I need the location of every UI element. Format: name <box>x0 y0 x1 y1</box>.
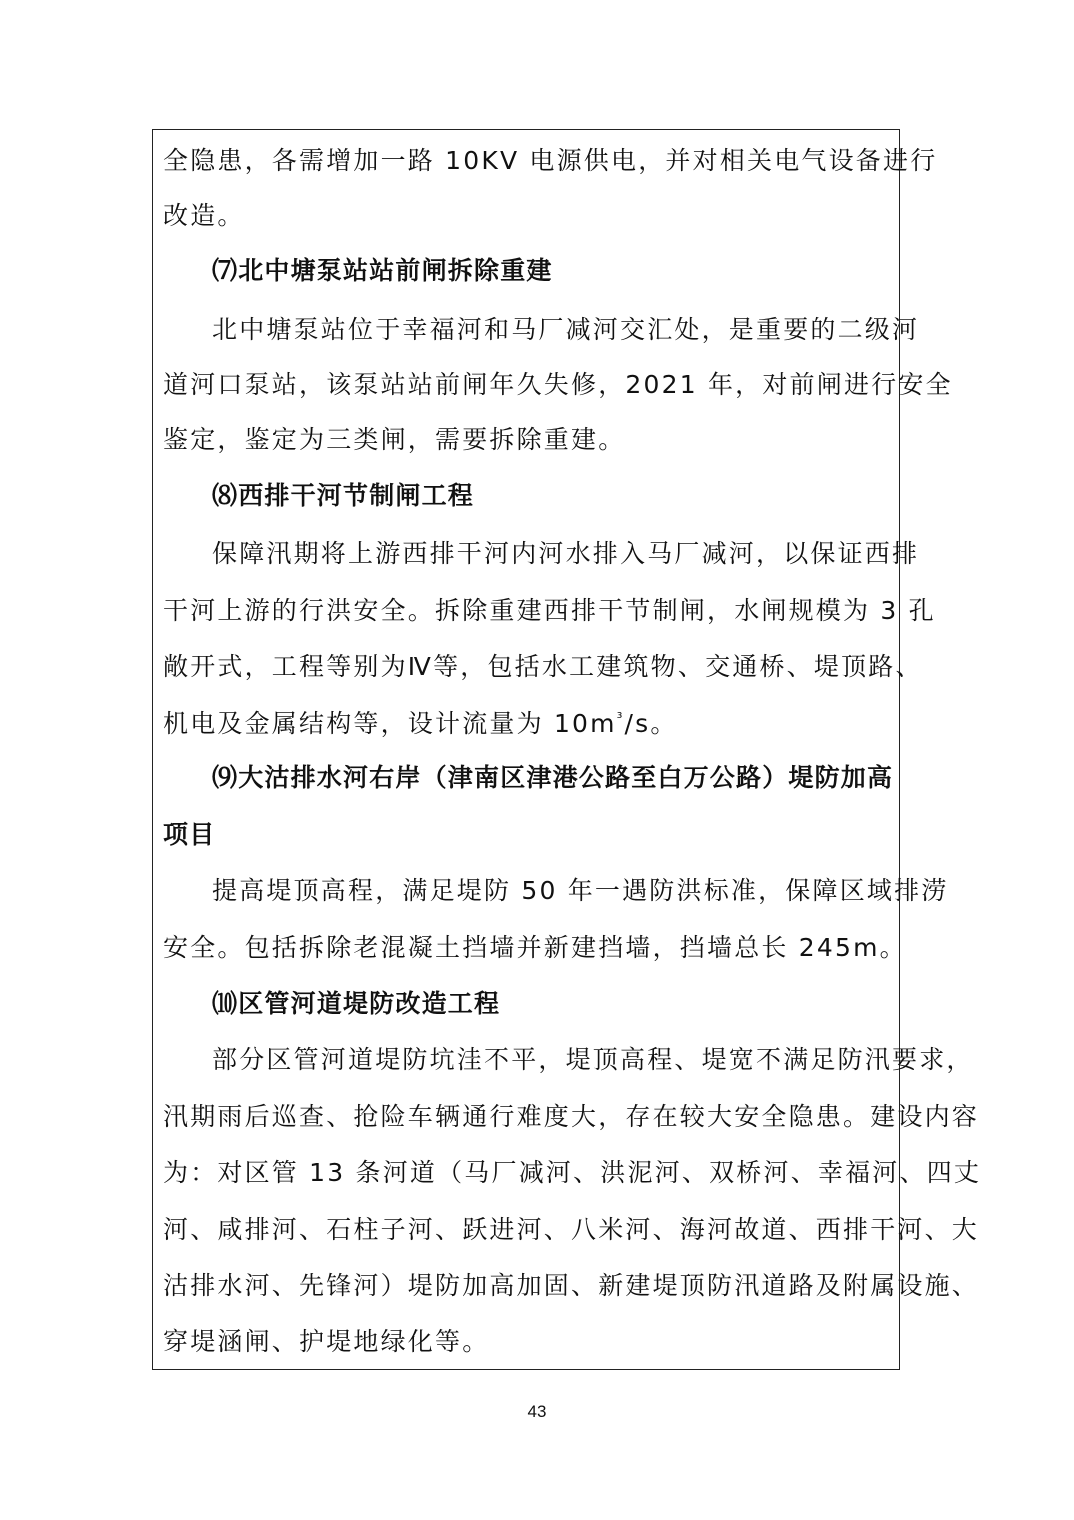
paragraph-line: 保障汛期将上游西排干河内河水排入马厂减河，以保证西排 <box>212 539 920 568</box>
paragraph-line: 全隐患，各需增加一路 10KV 电源供电，并对相关电气设备进行 <box>163 146 938 175</box>
paragraph-line: 穿堤涵闸、护堤地绿化等。 <box>163 1327 490 1356</box>
paragraph-line: 部分区管河道堤防坑洼不平，堤顶高程、堤宽不满足防汛要求， <box>212 1045 974 1074</box>
paragraph-line: 机电及金属结构等，设计流量为 $10m^{^3}/s$。 <box>163 709 678 738</box>
paragraph-line: 鉴定，鉴定为三类闸，需要拆除重建。 <box>163 425 626 454</box>
section-heading-9: ⑼大沽排水河右岸（津南区津港公路至白万公路）堤防加高 <box>212 763 894 792</box>
paragraph-line: 北中塘泵站位于幸福河和马厂减河交汇处，是重要的二级河 <box>212 315 920 344</box>
paragraph-line: 沽排水河、先锋河）堤防加高加固、新建堤顶防汛道路及附属设施、 <box>163 1271 980 1300</box>
section-heading-8: ⑻西排干河节制闸工程 <box>212 481 475 510</box>
section-heading-10: ⑽区管河道堤防改造工程 <box>212 989 501 1018</box>
paragraph-line: 河、咸排河、石柱子河、跃进河、八米河、海河故道、西排干河、大 <box>163 1215 980 1244</box>
paragraph-line: 道河口泵站，该泵站站前闸年久失修，2021 年，对前闸进行安全 <box>163 370 953 399</box>
section-heading-9-continued: 项目 <box>163 820 216 849</box>
paragraph-line: 安全。包括拆除老混凝土挡墙并新建挡墙，挡墙总长 245m。 <box>163 933 907 962</box>
paragraph-line: 干河上游的行洪安全。拆除重建西排干节制闸，水闸规模为 3 孔 <box>163 596 936 625</box>
section-heading-7: ⑺北中塘泵站站前闸拆除重建 <box>212 256 553 285</box>
page-number: 43 <box>527 1402 547 1421</box>
paragraph-line: 改造。 <box>163 201 245 230</box>
paragraph-line: 为：对区管 13 条河道（马厂减河、洪泥河、双桥河、幸福河、四丈 <box>163 1158 982 1187</box>
paragraph-line: 汛期雨后巡查、抢险车辆通行难度大，存在较大安全隐患。建设内容 <box>163 1102 980 1131</box>
paragraph-line: 敞开式，工程等别为Ⅳ等，包括水工建筑物、交通桥、堤顶路、 <box>163 652 923 681</box>
paragraph-line: 提高堤顶高程，满足堤防 50 年一遇防洪标准，保障区域排涝 <box>212 876 949 905</box>
